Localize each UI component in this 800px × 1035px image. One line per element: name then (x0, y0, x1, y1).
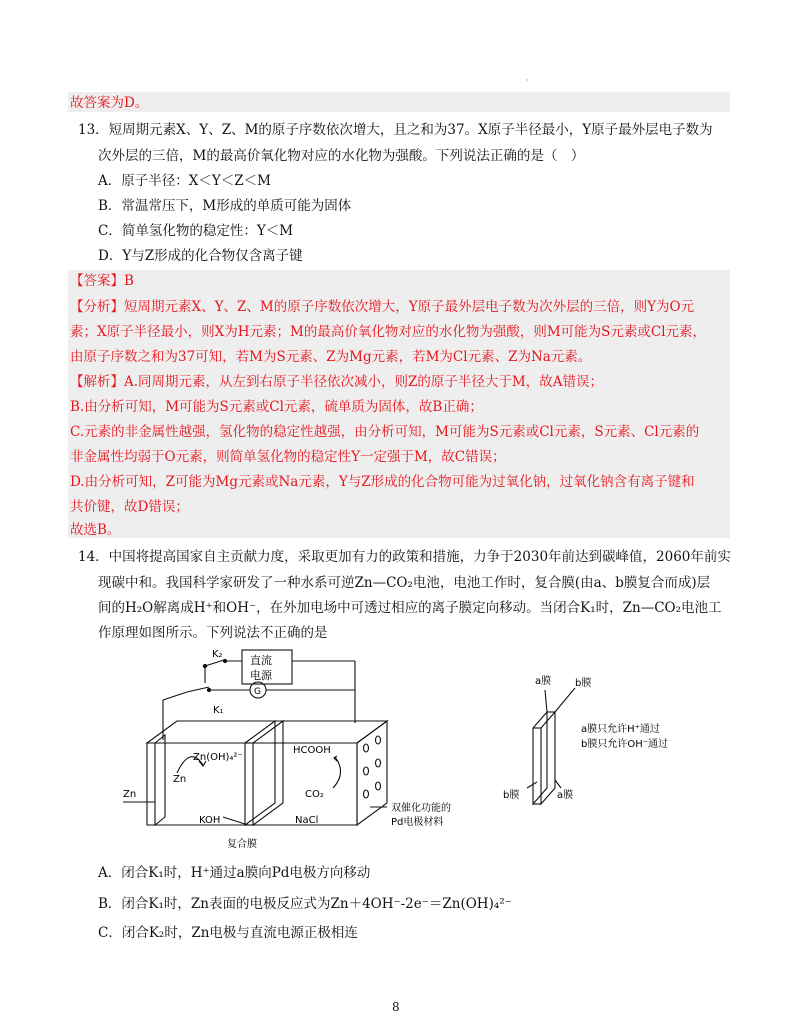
tank-side (357, 721, 387, 825)
membrane-a-sheet (541, 712, 555, 804)
q14-option-a: A．闭合K₁时，H⁺通过a膜向Pd电极方向移动 (98, 865, 371, 881)
battery-diagram (115, 645, 475, 860)
q14-stem-line3: 间的H₂O解离成H⁺和OH⁻，在外加电场中可透过相应的离子膜定向移动。当闭合K₁时，Zn—CO₂电池工 (98, 600, 722, 616)
label-a-rule: a膜只允许H⁺通过 (581, 724, 660, 735)
label-pd-line1: 双催化功能的 (391, 803, 451, 814)
membrane-diagram (495, 670, 695, 810)
label-nacl: NaCl (295, 815, 319, 826)
label-k2: K₂ (212, 649, 223, 660)
q13-option-b: B．常温常压下，M形成的单质可能为固体 (98, 198, 352, 214)
explain-line3: C.元素的非金属性越强，氢化物的稳定性越强，由分析可知，M可能为S元素或Cl元素，S元素、Cl元素的 (70, 424, 700, 440)
q13-option-a: A．原子半径：X＜Y＜Z＜M (98, 173, 271, 189)
label-koh: KOH (199, 815, 221, 826)
page-number: 8 (392, 1000, 400, 1014)
explain-line5: D.由分析可知，Z可能为Mg元素或Na元素，Y与Z形成的化合物可能为过氧化钠，过氧化钠含有离子键和 (70, 474, 695, 490)
tank-top (147, 721, 387, 743)
label-k1: K₁ (213, 705, 224, 716)
analysis-line2: 素；X原子半径最小，则X为H元素；M的最高价氧化物对应的水化物为强酸，则M可能为S元素或Cl元素， (70, 324, 707, 340)
label-pd-line2: Pd电极材料 (391, 817, 444, 828)
label-zincate: Zn(OH)₄²⁻ (193, 752, 243, 763)
explain-line6: 共价键，故D错误； (70, 499, 189, 515)
q14-option-c: C．闭合K₂时，Zn电极与直流电源正极相连 (98, 925, 358, 941)
membrane-b-sheet (533, 712, 547, 804)
membrane-plate-a (245, 721, 275, 825)
explain-line1: 【解析】A.同周期元素，从左到右原子半径依次减小，则Z的原子半径大于M，故A错误； (70, 374, 603, 390)
q14-stem-line1: 14．中国将提高国家自主贡献力度，采取更加有力的政策和措施，力争于2030年前达到碳峰值，2060年前实 (78, 549, 731, 565)
prev-answer-shade (68, 92, 730, 112)
prev-answer: 故答案为D。 (70, 95, 149, 111)
top-mark: · (526, 76, 529, 85)
label-a-top: a膜 (535, 676, 552, 687)
q13-option-d: D．Y与Z形成的化合物仅含离子键 (98, 248, 303, 264)
q14-option-b: B．闭合K₁时，Zn表面的电极反应式为Zn＋4OH⁻-2e⁻＝Zn(OH)₄²⁻ (98, 896, 512, 912)
label-g: G (254, 687, 261, 697)
analysis-line1: 【分析】短周期元素X、Y、Z、M的原子序数依次增大，Y原子最外层电子数为次外层的三倍，则Y为O元 (70, 299, 695, 315)
q13-stem-line1: 13．短周期元素X、Y、Z、M的原子序数依次增大，且之和为37。X原子半径最小，Y原子最外层电子数为 (78, 122, 713, 138)
co2-reaction-arrow (333, 757, 341, 788)
answer-label: 【答案】B (70, 273, 134, 289)
analysis-line3: 由原子序数之和为37可知，若M为S元素、Z为Mg元素，若M为Cl元素、Z为Na元素。 (70, 349, 592, 365)
q13-stem-line2: 次外层的三倍，M的最高价氧化物对应的水化物为强酸。下列说法正确的是（ ） (98, 148, 585, 164)
label-dc-line2: 电源 (250, 669, 272, 682)
label-co2: CO₂ (305, 789, 324, 800)
label-hcooh: HCOOH (293, 745, 331, 756)
label-zn-cell: Zn (173, 774, 187, 785)
label-b-bottom: b膜 (503, 790, 520, 801)
q14-stem-line2: 现碳中和。我国科学家研发了一种水系可逆Zn—CO₂电池，电池工作时，复合膜(由a、b膜复合而成)层 (98, 575, 711, 591)
label-a-bottom: a膜 (557, 790, 574, 801)
q14-stem-line4: 作原理如图所示。下列说法不正确的是 (98, 625, 328, 641)
q13-option-c: C．简单氢化物的稳定性：Y＜M (98, 223, 294, 239)
label-membrane: 复合膜 (227, 839, 257, 850)
label-zn-electrode: Zn (123, 789, 137, 800)
explain-line4: 非金属性均弱于O元素，则简单氢化物的稳定性Y一定强于M，故C错误； (70, 449, 506, 465)
membrane-plate-b (253, 721, 283, 825)
label-b-top: b膜 (575, 678, 592, 689)
explain-line7: 故选B。 (70, 522, 121, 538)
zn-plate (155, 735, 165, 825)
explain-line2: B.由分析可知，M可能为S元素或Cl元素，硫单质为固体，故B正确； (70, 399, 483, 415)
label-dc-line1: 直流 (250, 654, 272, 667)
label-b-rule: b膜只允许OH⁻通过 (581, 739, 669, 750)
